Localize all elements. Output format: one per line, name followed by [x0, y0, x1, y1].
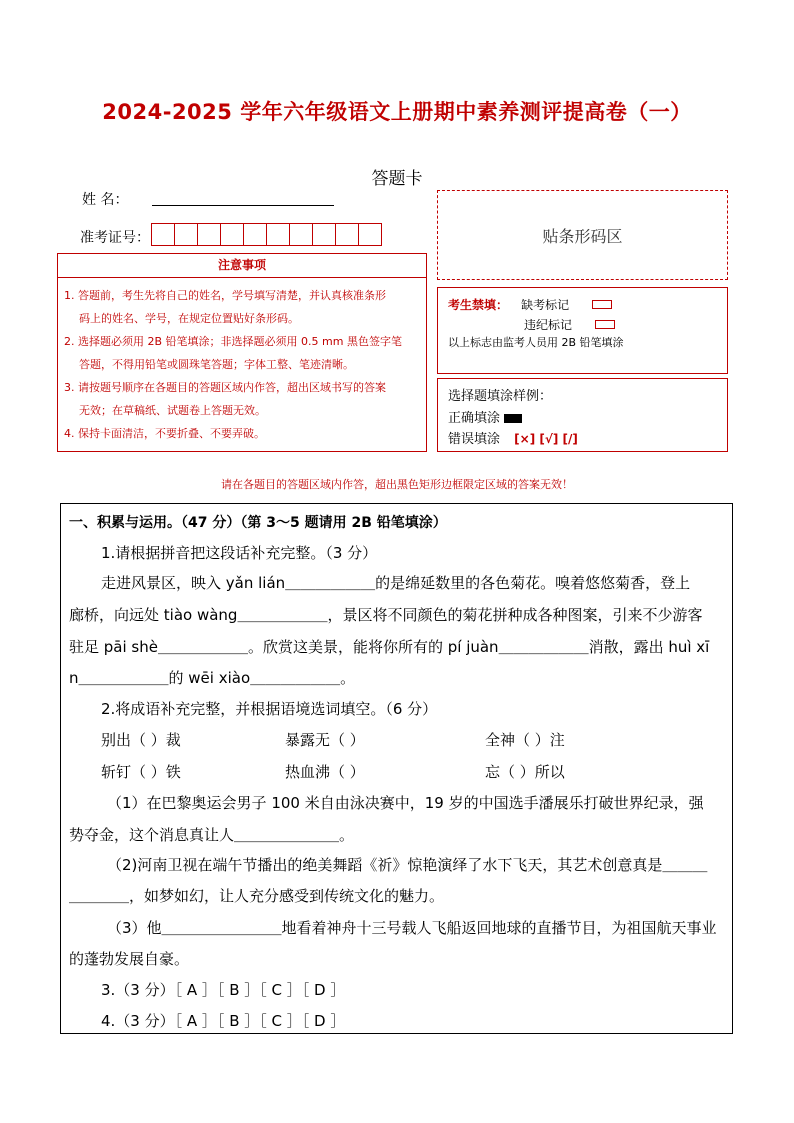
answer-line[interactable]: （2)河南卫视在端午节播出的绝美舞蹈《祈》惊艳演绎了水下飞天，其艺术创意真是＿＿＿: [107, 856, 708, 874]
id-digit-cell[interactable]: [220, 223, 244, 246]
id-digit-cell[interactable]: [312, 223, 336, 246]
page-title: 2024-2025 学年六年级语文上册期中素养测评提高卷（一）: [102, 100, 692, 124]
notice-heading: 注意事项: [58, 254, 426, 278]
id-digit-cell[interactable]: [197, 223, 221, 246]
notice-item: 码上的姓名、学号，在规定位置贴好条形码。: [79, 312, 299, 325]
name-label: 姓 名：: [82, 192, 129, 208]
violation-mark-box[interactable]: [595, 320, 615, 329]
answer-line[interactable]: 的蓬勃发展自豪。: [69, 950, 190, 968]
notice-item: 答题，不得用铅笔或圆珠笔答题；字体工整、笔迹清晰。: [79, 358, 354, 371]
answer-line[interactable]: 驻足 pāi shè＿＿＿＿＿＿。欣赏这美景，能将你所有的 pí juàn＿＿＿＿＿＿消散，露出 huì xī: [69, 638, 710, 656]
idiom-blank[interactable]: 热血沸（ ）: [285, 763, 365, 781]
notice-box: [57, 253, 427, 452]
id-digit-cell[interactable]: [151, 223, 175, 246]
answer-area-warning: 请在各题目的答题区域内作答，超出黑色矩形边框限定区域的答案无效！: [221, 478, 573, 491]
question-2-prompt: 2.将成语补充完整，并根据语境选词填空。（6 分）: [101, 700, 438, 718]
id-label: 准考证号：: [80, 230, 150, 246]
filled-mark-sample: [504, 414, 522, 423]
notice-item: 3. 请按题号顺序在各题目的答题区域内作答，超出区域书写的答案: [64, 381, 386, 394]
id-digit-cell[interactable]: [266, 223, 290, 246]
absent-mark-box[interactable]: [592, 300, 612, 309]
name-field[interactable]: [152, 204, 334, 206]
id-digit-cell[interactable]: [243, 223, 267, 246]
absent-label: 缺考标记: [521, 298, 570, 312]
answer-card-title: 答题卡: [371, 169, 423, 189]
notice-item: 1. 答题前，考生先将自己的姓名，学号填写清楚，并认真核准条形: [64, 289, 386, 302]
idiom-blank[interactable]: 全神（ ）注: [485, 731, 565, 749]
sample-title: 选择题填涂样例：: [448, 389, 553, 404]
notice-item: 无效；在草稿纸、试题卷上答题无效。: [79, 404, 266, 417]
fill-sample-box: [437, 378, 728, 452]
idiom-blank[interactable]: 忘（ ）所以: [485, 763, 565, 781]
idiom-blank[interactable]: 暴露无（ ）: [285, 731, 365, 749]
id-digit-cell[interactable]: [358, 223, 382, 246]
notice-item: 4. 保持卡面清洁，不要折叠、不要弄破。: [64, 427, 265, 440]
answer-line[interactable]: 廊桥，向远处 tiào wàng＿＿＿＿＿＿，景区将不同颜色的菊花拼种成各种图案，引来不少游客: [69, 606, 703, 624]
section-heading: 一、积累与运用。（47 分）（第 3～5 题请用 2B 铅笔填涂）: [69, 515, 447, 531]
examiner-only-box: [437, 287, 728, 374]
choice-question-4[interactable]: 4.（3 分）［ A ］［ B ］［ C ］［ D ］: [101, 1012, 346, 1030]
answer-section-1: [60, 503, 733, 1034]
id-digit-cell[interactable]: [335, 223, 359, 246]
notice-item: 2. 选择题必须用 2B 铅笔填涂；非选择题必须用 0.5 mm 黑色签字笔: [64, 335, 402, 348]
idiom-blank[interactable]: 斩钉（ ）铁: [101, 763, 181, 781]
id-number-grid[interactable]: [152, 223, 382, 246]
answer-line[interactable]: （1）在巴黎奥运会男子 100 米自由泳决赛中，19 岁的中国选手潘展乐打破世界纪录，强: [107, 794, 704, 812]
id-digit-cell[interactable]: [289, 223, 313, 246]
answer-line[interactable]: n＿＿＿＿＿＿的 wēi xiào＿＿＿＿＿＿。: [69, 669, 356, 687]
question-1-prompt: 1.请根据拼音把这段话补充完整。（3 分）: [101, 544, 378, 562]
violation-label: 违纪标记: [524, 318, 573, 332]
barcode-label: 贴条形码区: [542, 226, 623, 246]
answer-line[interactable]: 势夺金，这个消息真让人＿＿＿＿＿＿＿。: [69, 826, 355, 844]
answer-line[interactable]: ＿＿＿＿，如梦如幻，让人充分感受到传统文化的魅力。: [69, 887, 445, 905]
choice-question-3[interactable]: 3.（3 分）［ A ］［ B ］［ C ］［ D ］: [101, 981, 346, 999]
wrong-mark-samples: [×] [√] [/]: [514, 432, 578, 446]
answer-line[interactable]: （3）他＿＿＿＿＿＿＿＿地看着神舟十三号载人飞船返回地球的直播节目，为祖国航天事业: [107, 919, 717, 937]
wrong-label: 错误填涂: [448, 432, 501, 447]
id-digit-cell[interactable]: [174, 223, 198, 246]
forbid-note: 以上标志由监考人员用 2B 铅笔填涂: [448, 336, 624, 349]
answer-line[interactable]: 走进风景区，映入 yǎn lián＿＿＿＿＿＿的是绵延数里的各色菊花。嗅着悠悠菊香，登上: [101, 574, 691, 592]
forbid-title: 考生禁填：: [448, 298, 509, 312]
idiom-blank[interactable]: 别出（ ）裁: [101, 731, 181, 749]
correct-label: 正确填涂: [448, 411, 501, 426]
barcode-area: [437, 190, 728, 280]
